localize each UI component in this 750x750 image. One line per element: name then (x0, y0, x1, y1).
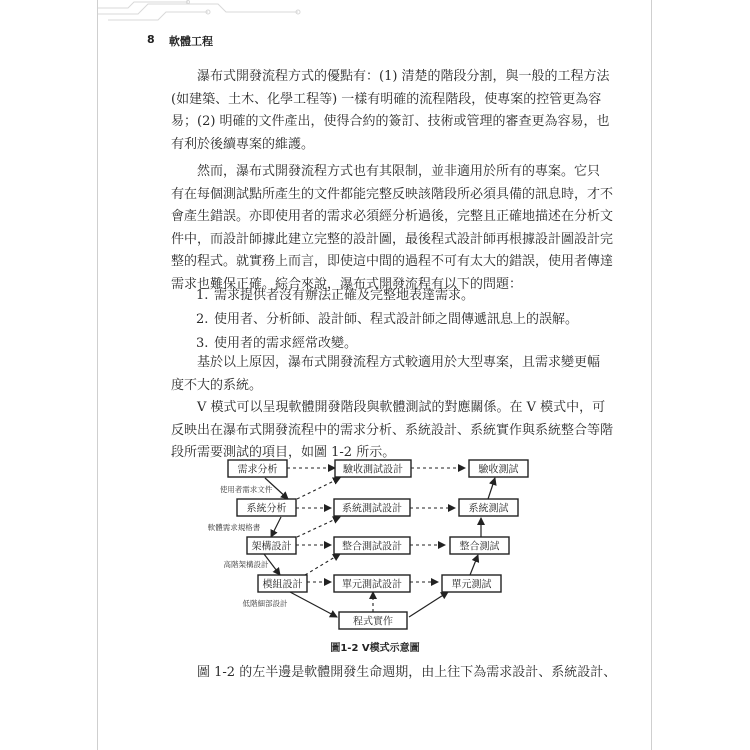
doc-label: 使用者需求文件 (219, 485, 273, 494)
box-label: 系統分析 (246, 503, 287, 515)
text-line: (如建築、土木、化學工程等) 一樣有明確的流程階段，使專案的控管更為容 (171, 91, 602, 107)
arrow-left-4 (290, 592, 337, 617)
box-label: 整合測試設計 (342, 541, 402, 553)
text-line: 易；(2) 明確的文件產出，使得合約的簽訂、技術或管理的審查更為容易，也 (171, 114, 610, 129)
list-text: 使用者、分析師、設計師、程式設計師之間傳遞訊息上的誤解。 (214, 312, 579, 327)
arrow-right-2 (470, 555, 478, 575)
list-text: 需求提供者沒有辦法正確及完整地表達需求。 (214, 288, 475, 303)
text-line: 需求也難保正確。綜合來說，瀑布式開發流程有以下的問題： (171, 276, 523, 292)
paragraph-figure-explanation (171, 662, 617, 685)
text-line: 整的程式。就實務上而言，即使這中間的過程不可有太大的錯誤，使用者傳達 (171, 254, 614, 269)
box-label: 單元測試 (451, 579, 492, 591)
box-label: 整合測試 (459, 541, 500, 553)
box-label: 程式實作 (353, 616, 393, 628)
list-number: 3. (196, 336, 209, 351)
text-line: 件中，而設計師據此建立完整的設計圖，最後程式設計師再根據設計圖設計完 (171, 231, 614, 247)
list-number: 2. (196, 312, 209, 327)
text-line: 瀑布式開發流程方式的優點有：(1) 清楚的階段分割，與一般的工程方法 (197, 69, 610, 84)
box-label: 系統測試 (468, 503, 509, 515)
box-label: 需求分析 (237, 464, 278, 476)
dashed-arrow (297, 478, 340, 499)
list-text: 使用者的需求經常改變。 (214, 336, 358, 351)
doc-label: 高階架構設計 (223, 560, 269, 569)
text-line: 有在每個測試點所產生的文件都能完整反映該階段所必須具備的訊息時，才不 (171, 186, 614, 202)
list-number: 1. (196, 288, 209, 303)
arrow-right-1 (409, 592, 448, 617)
box-label: 驗收測試設計 (343, 464, 403, 476)
doc-label: 軟體需求規格書 (207, 523, 261, 532)
page-number: 8 (147, 33, 155, 46)
text-line: 有利於後續專案的維護。 (171, 136, 315, 152)
text-line: 然而，瀑布式開發流程方式也有其限制，並非適用於所有的專案。它只 (197, 164, 601, 179)
text-line: 度不大的系統。 (171, 377, 263, 393)
box-label: 模組設計 (262, 579, 303, 591)
text-line: 會產生錯誤。亦即使用者的需求必須經分析過後，完整且正確地描述在分析文 (171, 209, 614, 224)
figure-caption: 圖1-2 V模式示意圖 (330, 643, 420, 654)
box-label: 驗收測試 (478, 464, 519, 476)
text-line: 圖 1-2 的左半邊是軟體開發生命週期，由上往下為需求設計、系統設計、 (197, 665, 617, 680)
arrow-right-4 (488, 478, 495, 499)
box-label: 系統測試設計 (342, 503, 402, 515)
dashed-arrow (297, 517, 340, 537)
text-line: V 模式可以呈現軟體開發階段與軟體測試的對應關係。在 V 模式中，可 (197, 400, 606, 415)
doc-label: 低階細部設計 (242, 599, 288, 608)
text-line: 反映出在瀑布式開發流程中的需求分析、系統設計、系統實作與系統整合等階 (171, 422, 614, 438)
arrow-left-2 (271, 517, 281, 537)
dashed-arrow (305, 554, 340, 575)
text-line: 段所需要測試的項目，如圖 1-2 所示。 (171, 445, 396, 460)
running-head: 軟體工程 (169, 35, 213, 48)
text-line: 基於以上原因，瀑布式開發流程方式較適用於大型專案，且需求變更幅 (197, 355, 601, 370)
box-label: 架構設計 (251, 541, 292, 553)
box-label: 單元測試設計 (342, 579, 402, 591)
